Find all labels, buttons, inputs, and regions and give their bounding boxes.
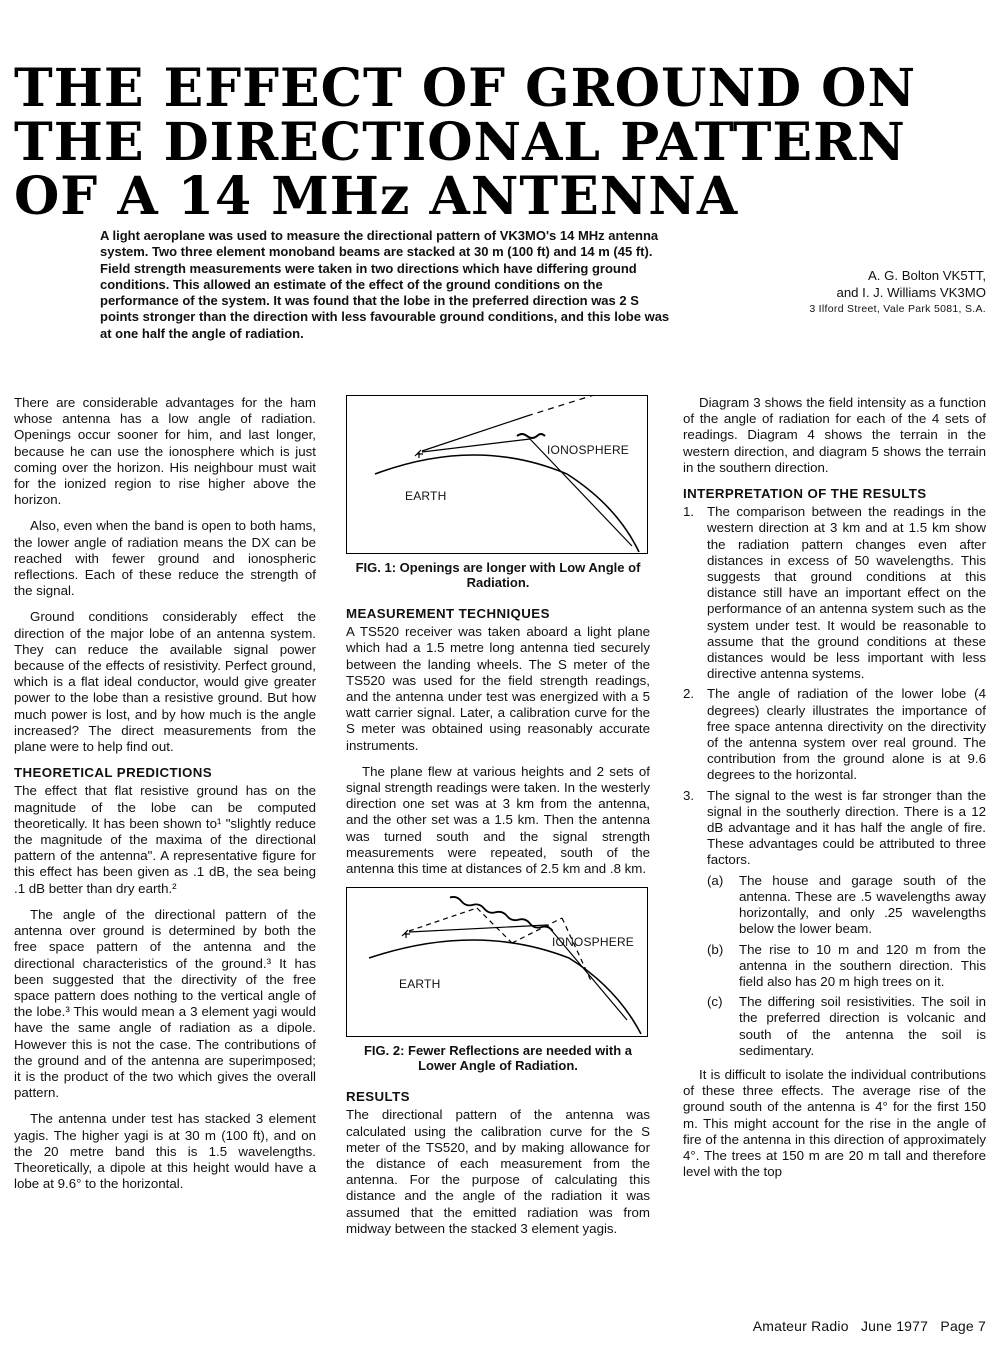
- column-3: [683, 395, 986, 1190]
- paragraph: The angle of the directional pattern of the antenna over ground is determined by both the free space pattern of the antenna and the directional characteristics of the ground.³ It has been suggested that the directivity of the free space pattern does nothing to the vertical angle of the lobe.³ This would mean a 3 element yagi would have the same angle of radiation as a dipole. However this is not the case. The contributions of the ground and of the antenna are superimposed; it is the product of the two which gives the overall pattern.: [14, 906, 316, 1101]
- article-title: THE EFFECT OF GROUND ON THE DIRECTIONAL PATTERN OF A 14 MHz ANTENNA: [14, 58, 916, 227]
- author-address: 3 Ilford Street, Vale Park 5081, S.A.: [809, 303, 986, 315]
- antenna-symbol-icon: [415, 450, 423, 458]
- factor-label: (b): [707, 941, 724, 957]
- paragraph: The directional pattern of the antenna was calculated using the calibration curve for the S meter of the TS520, and by making allowance for the distance of each measurement from the antenna. For the purpose of calculating this distance and the angle of the radiation it was assumed that the emitted radiation was from midway between the stacked 3 element yagis.: [346, 1107, 650, 1236]
- paragraph: The antenna under test has stacked 3 element yagis. The higher yagi is at 30 m (100 ft), and on the 20 metre band this is 1.5 wavelengths. Theoretically, a dipole at this height would have a lobe at 9.6° to the horizontal.: [14, 1111, 316, 1192]
- section-heading-results: RESULTS: [346, 1089, 410, 1105]
- list-item-text: The comparison between the readings in the western direction at 3 km and at 1.5 km show the radiation pattern changes even after distances in excess of 50 wavelengths. This suggests that ground conditions at this distance still have an important effect on the performance of an antenna system such as the system under test. It would be reasonable to assume that the ground conditions at these distances would be less important with less directive antenna systems.: [707, 504, 986, 682]
- author-line-1: A. G. Bolton VK5TT,: [867, 268, 986, 283]
- factor-label: (c): [707, 994, 723, 1010]
- list-item-number: 1.: [683, 504, 695, 520]
- paragraph: Also, even when the band is open to both hams, the lower angle of radiation means the DX can be reached with fewer ground and ionospheric reflections. Each of these reduce the strength of the signal.: [14, 518, 316, 599]
- factor-list: [707, 873, 986, 1059]
- fig2-ionosphere-label: IONOSPHERE: [552, 935, 635, 950]
- fig1-earth-label: EARTH: [405, 489, 447, 503]
- section-heading-theory: THEORETICAL PREDICTIONS: [14, 765, 213, 781]
- figure-2-caption: FIG. 2: Fewer Reflections are needed with a Lower Angle of Radiation.: [363, 1043, 633, 1074]
- list-item-number: 3.: [683, 787, 695, 803]
- ionosphere-hatch-icon: [517, 434, 545, 438]
- paragraph: It is difficult to isolate the individual contributions of these three effects. The average rise of the ground south of the antenna is 4° for the first 150 m. This might account for the rise in the angle of fire of the antenna in this direction of approximately 4°. The trees at 150 m are 20 m tall and therefore level with the top: [683, 1066, 986, 1180]
- list-item: [683, 788, 986, 1059]
- article-abstract: A light aeroplane was used to measure the directional pattern of VK3MO's 14 MHz antenna system. Two three element monoband beams are stacked at 30 m (100 ft) and 14 m (45 ft). Field strength measurements were taken in two directions which have differing ground conditions. This allowed an estimate of the effect of the ground conditions on the performance of the system. It was found that the lobe in the preferred direction was 2 S points stronger than the direction with less favourable ground conditions, and this lobe was at one half the angle of radiation.: [100, 228, 670, 341]
- antenna-symbol-icon: [402, 930, 410, 938]
- factor-item: [707, 994, 986, 1059]
- ray-low-1: [409, 925, 547, 932]
- factor-item: [707, 942, 986, 991]
- author-block: [809, 268, 986, 318]
- list-item: [683, 504, 986, 682]
- factor-label: (a): [707, 872, 724, 888]
- ray-high-1: [409, 908, 477, 931]
- list-item-text: The angle of radiation of the lower lobe (4 degrees) clearly illustrates the importance of free space antenna directivity on the directivity of the antenna system over real ground. The contribution from the ground alone is at 9.6 degrees to the horizontal.: [707, 686, 986, 783]
- page-footer: Amateur Radio June 1977 Page 7: [752, 1318, 986, 1334]
- paragraph: A TS520 receiver was taken aboard a light plane which had a 1.5 metre long antenna tied securely between the landing wheels. The S meter of the TS520 was used for the field strength readings, and the antenna under test was energized with a 5 watt carrier signal. Later, a calibration curve for the S meter was obtained using reasonably accurate instruments.: [346, 624, 650, 753]
- paragraph: The effect that flat resistive ground has on the magnitude of the lobe can be computed theoretically. It has been shown to¹ "slightly reduce the magnitude of the maxima of the directional pattern of the antenna". A representative figure for this effect has been given as .1 dB, the sea being .1 dB better than dry earth.²: [14, 783, 316, 896]
- figure-1-diagram: [347, 396, 647, 553]
- list-item-text: The signal to the west is far stronger than the signal in the southerly direction. There is a 12 dB advantage and it has half the angle of fire. These advantages could be attributed to three factors.: [707, 787, 986, 868]
- author-line-2: and I. J. Williams VK3MO: [836, 284, 986, 300]
- figure-2: [346, 887, 648, 1037]
- column-1: [14, 395, 316, 1202]
- paragraph: Diagram 3 shows the field intensity as a function of the angle of radiation for each of the 4 sets of readings. Diagram 4 shows the terrain in the western direction, and diagram 5 shows the terrain in the southern direction.: [683, 395, 986, 475]
- figure-1-caption: FIG. 1: Openings are longer with Low Angle of Radiation.: [355, 560, 641, 590]
- interpretation-list: [683, 504, 986, 1059]
- list-item: [683, 686, 986, 783]
- list-item-number: 2.: [683, 686, 695, 702]
- factor-text: The rise to 10 m and 120 m from the antenna in the southern direction. This field also has 20 m high trees on it.: [739, 941, 986, 989]
- fig1-ionosphere-label: IONOSPHERE: [547, 443, 630, 457]
- section-heading-measurement: MEASUREMENT TECHNIQUES: [346, 606, 550, 621]
- ray-extension: [527, 396, 594, 416]
- paragraph: The plane flew at various heights and 2 sets of signal strength readings were taken. In the westerly direction one set was at 3 km from the antenna, and the other set was a 1.5 km. Then the antenna was turned south and the signal strength measurements were repeated, south of the antenna this time at distances of 2.5 km and .8 km.: [346, 763, 650, 877]
- section-heading-interpretation: INTERPRETATION OF THE RESULTS: [683, 486, 927, 502]
- figure-1: [346, 395, 648, 554]
- fig2-earth-label: EARTH: [399, 977, 441, 992]
- paragraph: There are considerable advantages for the ham whose antenna has a low angle of radiation. Openings occur sooner for him, and last longer, because he can use the ionosphere which is just coming over the horizon. His neighbour must wait for the ionized region to rise higher above the horizon.: [14, 395, 316, 508]
- figure-2-diagram: [347, 888, 647, 1036]
- paragraph: Ground conditions considerably effect the direction of the major lobe of an antenna system. They can reduce the available signal power because of the effects of resistivity. Perfect ground, which is a flat ideal conductor, would give greater power to the lobe than a resistive ground. But how much power is lost, and by how much is the angle increased? The direct measurements from the plane were to help find out.: [14, 609, 316, 755]
- factor-item: [707, 873, 986, 938]
- factor-text: The house and garage south of the antenna. These are .5 wavelengths away horizontally, and only .25 wavelengths below the lower beam.: [739, 872, 986, 937]
- factor-text: The differing soil resistivities. The soil in the preferred direction is volcanic and south of the antenna the soil is sedimentary.: [739, 994, 986, 1058]
- column-2: [346, 395, 650, 1247]
